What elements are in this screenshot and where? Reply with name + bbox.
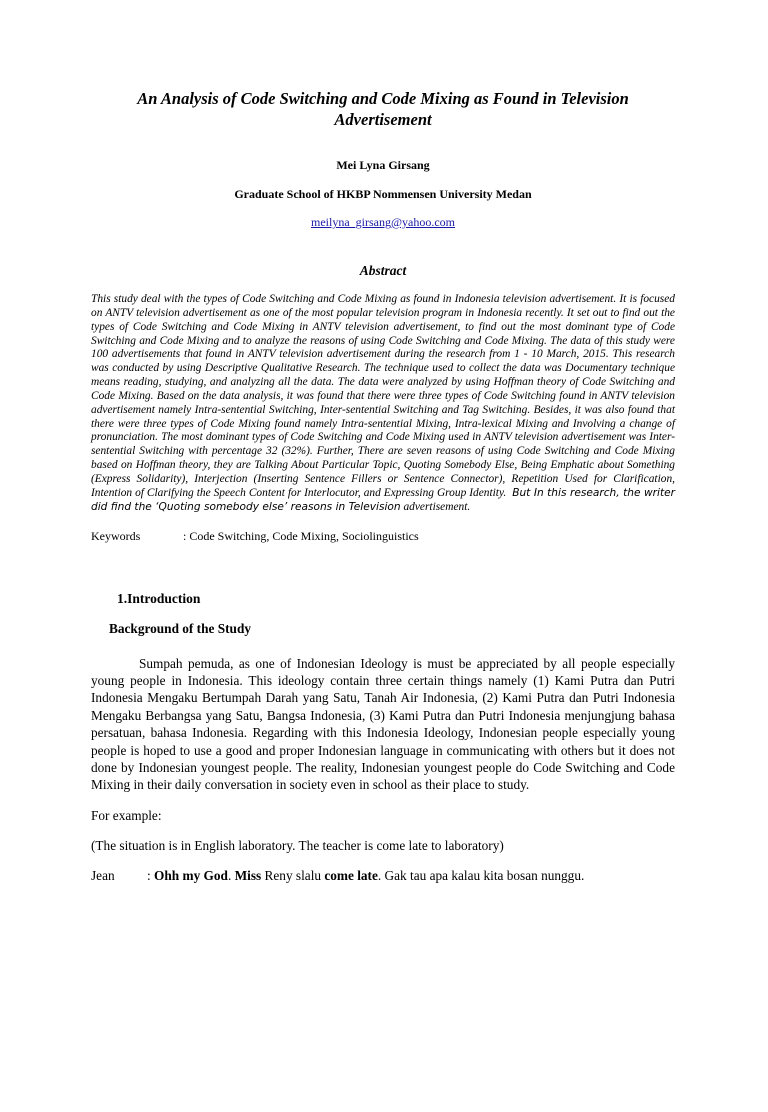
author-affiliation: Graduate School of HKBP Nommensen University Medan: [234, 187, 532, 201]
example-situation: (The situation is in English laboratory. The teacher is come late to laboratory): [91, 837, 504, 853]
dialog-speaker: Jean: [91, 867, 115, 883]
subsection-heading: Background of the Study: [109, 620, 251, 636]
dialog-bold-3: come late: [324, 867, 378, 883]
keywords-value: : Code Switching, Code Mixing, Sociolinguistics: [183, 528, 419, 543]
abstract-text: [91, 293, 675, 515]
abstract-tail: But In this research, the writer did find the ‘Quoting somebody else’ reasons in Television: [91, 486, 675, 513]
document-page: [0, 88, 768, 1112]
email-link[interactable]: meilyna_girsang@yahoo.com: [310, 215, 456, 229]
dialog-text: [147, 868, 584, 884]
author-email: [91, 215, 675, 229]
section-heading: 1.Introduction: [117, 590, 201, 606]
body-paragraph: Sumpah pemuda, as one of Indonesian Ideology is must be appreciated by all people especially young people in Indonesia. This ideology contain three certain things namely (1) Kami Putra dan Putri Indonesia Mengaku Bertumpah Darah yang Satu, Tanah Air Indonesia, (2) Kami Putra dan Putri Indonesia Mengaku Berbangsa yang Satu, Bangsa Indonesia, (3) Kami Putra dan Putri Indonesia menjungjung bahasa persatuan, bahasa Indonesia. Regarding with this Indonesia Ideology, Indonesian people especially young people is hoped to use a good and proper Indonesian language in communicating with others but it does not done by Indonesian youngest people. The reality, Indonesian youngest people do Code Switching and Code Mixing in their daily conversation in society even in school as their place to study.: [91, 655, 675, 793]
dialog-line: [91, 868, 675, 884]
dialog-text-1: .: [227, 867, 235, 883]
keywords: [91, 529, 675, 543]
abstract-end: advertisement.: [403, 500, 471, 513]
abstract-body: This study deal with the types of Code Switching and Code Mixing as found in Indonesia television advertisement. It is focused on ANTV television advertisement as one of the most popular television program in Indonesia recently. It set out to find out the types of Code Switching and Code Mixing in ANTV television advertisement, to find out the most dominant type of Code Switching and Code Mixing and to analyze the reasons of using Code Switching and Code Mixing. The data of this study were 100 advertisements that found in ANTV television advertisement during the research from 1 - 10 March, 2015. This research was conducted by using Descriptive Qualitative Research. The technique used to collect the data was Documentary technique means reading, studying, and analyzing all the data. The data were analyzed by using Hoffman theory of Code Switching and Code Mixing. Based on the data analysis, it was found that there were three types of Code Switching found in ANTV television advertisement namely Intra-sentential Switching, Inter-sentential Switching and Tag Switching. Besides, it was also found that there were three types of Code Mixing found namely Intra-sentential Mixing, Intra-lexical Mixing and Involving a change of pronunciation. The most dominant types of Code Switching and Code Mixing used in ANTV television advertisement was Inter-sentential Switching with percentage 32 (32%). Further, There are seven reasons of using Code Switching and Code Mixing based on Hoffman theory, they are Talking About Particular Topic, Quoting Somebody Else, Being Emphatic about Something (Express Solidarity), Interjection (Inserting Sentence Fillers or Sentence Connector), Repetition Used for Clarification, Intention of Clarifying the Speech Content for Interlocutor, and Expressing Group Identity.: [91, 293, 675, 499]
dialog-bold-2: Miss: [234, 867, 262, 883]
example-label: For example:: [91, 807, 162, 823]
author-name: Mei Lyna Girsang: [336, 158, 430, 172]
abstract-heading: Abstract: [359, 263, 407, 278]
dialog-text-2: Reny slalu: [261, 867, 325, 883]
dialog-bold-1: Ohh my God: [154, 867, 228, 883]
keywords-label: Keywords: [91, 528, 141, 543]
dialog-text-3: . Gak tau apa kalau kita bosan nunggu.: [377, 867, 585, 883]
dialog-colon: :: [147, 867, 155, 883]
paper-title: An Analysis of Code Switching and Code Mixing as Found in Television Advertisement: [137, 89, 629, 129]
